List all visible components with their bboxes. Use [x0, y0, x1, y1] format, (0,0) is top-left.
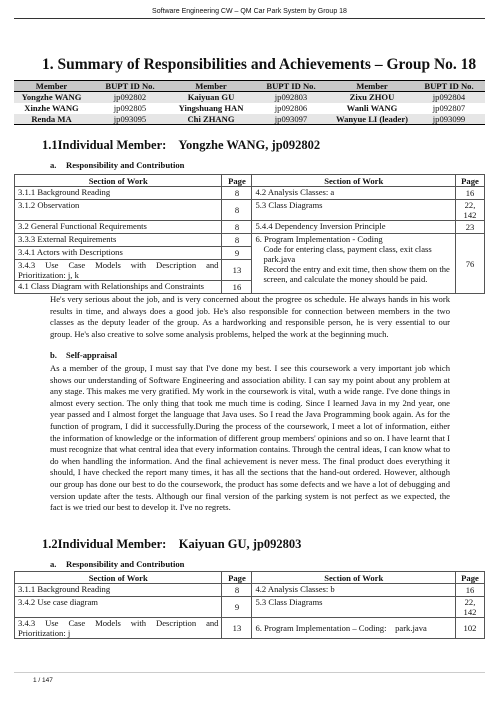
work-cell: 4.2 Analysis Classes: a — [252, 187, 456, 200]
page-cell: 22, 142 — [455, 200, 484, 221]
page-number: 1 / 147 — [33, 677, 53, 684]
member-id: jp092802 — [89, 92, 171, 103]
table-row — [15, 584, 485, 597]
col-header: Member — [171, 81, 251, 92]
page-cell: 8 — [222, 200, 252, 221]
work-header-row — [15, 572, 485, 584]
col-header: Page — [222, 572, 252, 584]
work-text: Prioritization: j, k — [18, 270, 79, 280]
work-cell: 4.1 Class Diagram with Relationships and Constraints — [15, 281, 222, 294]
appraisal-paragraph: As a member of the group, I must say that I've done my best. I see this coursework a very important job which shows our understanding of Software Engineering and association ability. I can say my point about any problem at any stage. This makes me very gratified. My work in the coursework is vital, wuth a wide range. I've done things in almost every section. The only thing that took me much time is coding. Since I learned Java in my 2nd year, one year passed and I almost forget the language that Java uses. So I read the Java Programming book again. As for the function of program, I did it successfully.During the process of the coursework, I meet a lot of information, either the information of knowledge or the information of different group members' opinions and so on. I have learnt that I must recognize that what central idea that every information contains. Through the central ideas, I can know what to do when handling the information. And the final achievement is never mess. The final product does everything it should, I have checked the report many times, it has all the sections that the hand-out ordered. However, although our group has done our best to do the coursework, the product has some defects and we have a lot of debugging and version update after the tests. Although our final version of the parking system is not perfect as we expected, the fact is we tried our best to develop it. I've no regrets. — [50, 363, 450, 513]
page-cell: 76 — [455, 234, 484, 294]
page-cell: 8 — [222, 187, 252, 200]
table-row — [15, 200, 485, 221]
col-header: Section of Work — [15, 175, 222, 187]
section-heading-1-1: 1.1Individual Member: Yongzhe WANG, jp092802 — [42, 138, 321, 152]
page-cell: 13 — [222, 260, 252, 281]
footer-rule — [14, 672, 485, 673]
member-name: Renda MA — [14, 114, 89, 125]
member-name: Wanli WANG — [346, 103, 398, 113]
member-id: jp093097 — [251, 114, 331, 125]
work-cell: 5.3 Class Diagrams — [252, 200, 456, 221]
table-row — [15, 187, 485, 200]
work-header-row — [15, 175, 485, 187]
col-header: Page — [455, 175, 484, 187]
members-table — [14, 80, 485, 125]
member-name: Chi ZHANG — [171, 114, 251, 125]
col-header: Page — [222, 175, 252, 187]
work-cell: 5.3 Class Diagrams — [252, 597, 456, 618]
col-header: Section of Work — [252, 175, 456, 187]
coding-title: 6. Program Implementation - Coding — [255, 234, 383, 244]
page-cell: 102 — [455, 618, 484, 639]
member-id: jp093099 — [413, 114, 485, 125]
work-cell: 4.2 Analysis Classes: b — [252, 584, 456, 597]
subheading-text: Self-appraisal — [66, 350, 118, 360]
subheading-responsibility — [50, 559, 184, 569]
table-row — [15, 618, 485, 639]
contribution-paragraph: He's very serious about the job, and is very concerned about the progree os schedule. He always hands in his work results in time, and always does a good job. He's also responsible for connection between members in the two classes as the deputy leader of the group. As a hardworking and responsible person, he is very essential to our group. He's also creative to solve some analysis problems, helped the work at the beginning much. — [50, 294, 450, 339]
member-name: Yongzhe WANG — [14, 92, 89, 103]
col-header: Section of Work — [252, 572, 456, 584]
subheading-label: a. — [50, 559, 57, 569]
work-text: 3.4.3 Use Case Models with Description and — [18, 618, 219, 628]
work-cell — [15, 260, 222, 281]
work-cell: 3.1.1 Background Reading — [15, 584, 222, 597]
col-header: Member — [14, 81, 89, 92]
work-text: 3.4.3 Use Case Models with Description and — [18, 260, 219, 270]
col-header: Member — [331, 81, 413, 92]
work-table-1 — [14, 174, 485, 294]
col-header: BUPT ID No. — [251, 81, 331, 92]
subheading-responsibility — [50, 160, 184, 170]
page-cell: 8 — [222, 584, 252, 597]
table-row — [15, 234, 485, 247]
table-row — [15, 597, 485, 618]
members-header-row — [14, 81, 485, 92]
page-cell: 13 — [222, 618, 252, 639]
member-name: Wanyue LI (leader) — [331, 114, 413, 125]
running-head: Software Engineering CW – QM Car Park System by Group 18 — [152, 8, 347, 15]
page-cell: 16 — [455, 584, 484, 597]
table-row — [14, 92, 485, 103]
work-cell: 3.1.2 Observation — [15, 200, 222, 221]
member-id: jp093095 — [89, 114, 171, 125]
coding-detail: Code for entering class, payment class, exit class park.java — [263, 244, 432, 264]
col-header: BUPT ID No. — [413, 81, 485, 92]
page-cell: 22, 142 — [455, 597, 484, 618]
coding-detail: Record the entry and exit time, then show them on the screen, and calculate the money should be paid. — [263, 264, 450, 284]
col-header: BUPT ID No. — [89, 81, 171, 92]
work-cell — [15, 618, 222, 639]
page-cell: 8 — [222, 234, 252, 247]
section-heading-1-2: 1.2Individual Member: Kaiyuan GU, jp092803 — [42, 537, 302, 551]
subheading-text: Responsibility and Contribution — [66, 160, 185, 170]
header-rule — [14, 18, 485, 19]
work-cell: 3.4.1 Actors with Descriptions — [15, 247, 222, 260]
page-cell: 9 — [222, 247, 252, 260]
member-id: jp092804 — [413, 92, 485, 103]
page-cell: 16 — [222, 281, 252, 294]
work-cell-coding — [252, 234, 456, 294]
subheading-label: b. — [50, 350, 57, 360]
page-cell: 8 — [222, 221, 252, 234]
page-title: 1. Summary of Responsibilities and Achievements – Group No. 18 — [42, 56, 477, 73]
member-id: jp092806 — [274, 103, 308, 113]
table-row — [14, 103, 485, 114]
work-cell: 6. Program Implementation – Coding: park.java — [252, 618, 456, 639]
member-name: Zixu ZHOU — [331, 92, 413, 103]
page-cell: 9 — [222, 597, 252, 618]
work-text: Prioritization: j — [18, 628, 71, 638]
table-row — [15, 221, 485, 234]
col-header: Page — [455, 572, 484, 584]
member-name: Kaiyuan GU — [171, 92, 251, 103]
page-cell: 23 — [455, 221, 484, 234]
work-cell: 5.4.4 Dependency Inversion Principle — [252, 221, 456, 234]
work-table-2 — [14, 571, 485, 639]
subheading-self-appraisal — [50, 350, 117, 360]
member-name: Yingshuang HAN — [178, 103, 244, 113]
member-name: Xinzhe WANG — [24, 103, 79, 113]
work-cell: 3.4.2 Use case diagram — [15, 597, 222, 618]
member-id: jp092803 — [251, 92, 331, 103]
work-cell: 3.3.3 External Requirements — [15, 234, 222, 247]
table-row — [14, 114, 485, 125]
page-cell: 16 — [455, 187, 484, 200]
member-id: jp092805 — [113, 103, 147, 113]
subheading-label: a. — [50, 160, 57, 170]
col-header: Section of Work — [15, 572, 222, 584]
subheading-text: Responsibility and Contribution — [66, 559, 185, 569]
work-cell: 3.2 General Functional Requirements — [15, 221, 222, 234]
work-cell: 3.1.1 Background Reading — [15, 187, 222, 200]
member-id: jp092807 — [432, 103, 466, 113]
